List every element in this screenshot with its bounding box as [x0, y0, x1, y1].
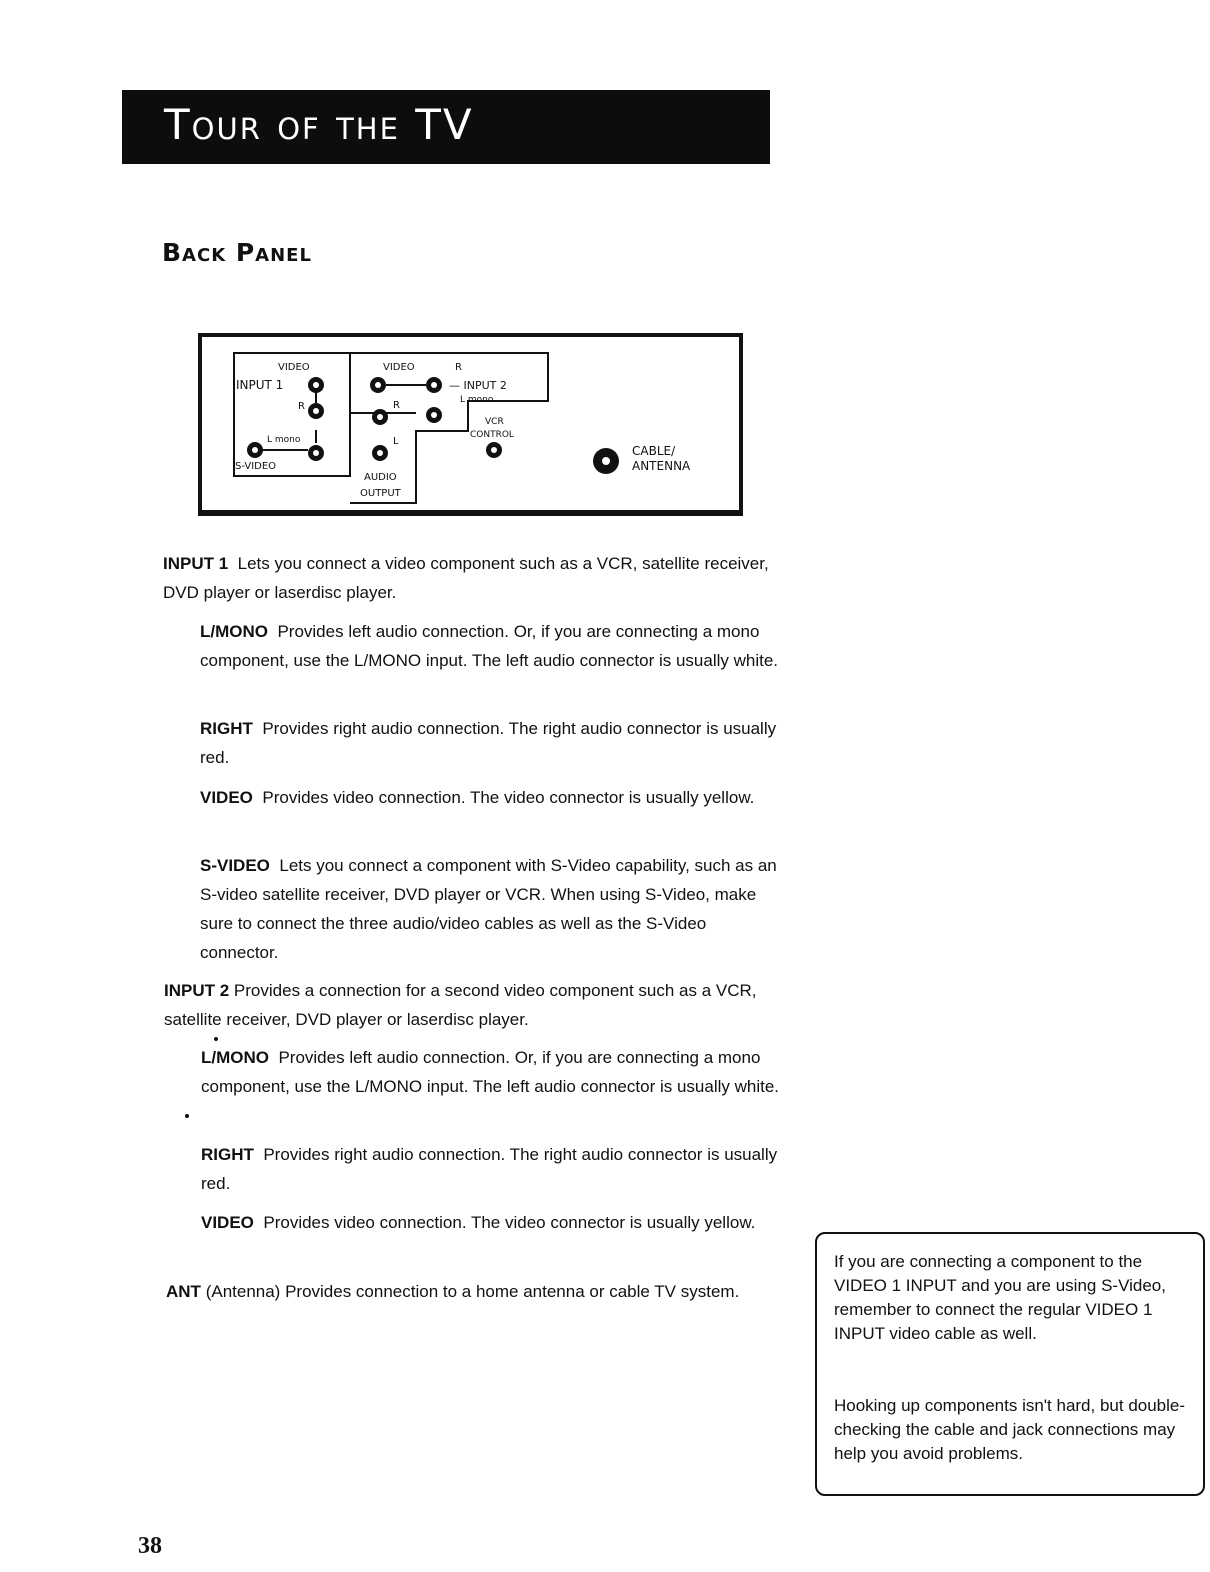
right2-text: Provides right audio connection. The right audio connector is usually red.: [201, 1145, 778, 1193]
right1-term: RIGHT: [200, 719, 253, 738]
input1-term: INPUT 1: [163, 554, 229, 573]
chapter-title: Tour of the TV: [164, 100, 474, 149]
audio-label: AUDIO: [364, 472, 397, 483]
audio-out-r-label: R: [393, 400, 400, 411]
input1-text: Lets you connect a video component such as a VCR, satellite receiver, DVD player or laserdisc player.: [163, 554, 769, 602]
input1-lmono-label: L mono: [267, 435, 301, 445]
lmono2-term: L/MONO: [201, 1048, 269, 1067]
ant-term: ANT: [166, 1282, 201, 1301]
chapter-header-bar: [122, 90, 770, 164]
right2-term: RIGHT: [201, 1145, 254, 1164]
input2-description: [164, 976, 784, 1034]
back-panel-diagram: [198, 333, 743, 516]
right1-description: [200, 714, 780, 772]
svideo-description: [200, 851, 780, 967]
video1-description: [200, 783, 780, 812]
svideo-text: Lets you connect a component with S-Video capability, such as an S-video satellite receiver, DVD player or VCR. When using S-Video, make sure to connect the three audio/video cables as well as the S-Video connector.: [200, 856, 777, 962]
input2-term: INPUT 2: [164, 981, 230, 1000]
video2-term: VIDEO: [201, 1213, 254, 1232]
tip-box: [815, 1232, 1205, 1496]
input2-r-label: R: [455, 362, 462, 373]
scan-speck: [214, 1037, 218, 1041]
tip-svideo: If you are connecting a component to the VIDEO 1 INPUT and you are using S-Video, remember to connect the regular VIDEO 1 INPUT video cable as well.: [834, 1252, 1166, 1343]
ant-description: [166, 1277, 766, 1306]
svideo-term: S-VIDEO: [200, 856, 270, 875]
right1-text: Provides right audio connection. The right audio connector is usually red.: [200, 719, 777, 767]
input1-label: INPUT 1: [236, 378, 284, 392]
vcr-label: VCR: [485, 417, 504, 427]
video2-description: [201, 1208, 781, 1237]
output-label: OUTPUT: [360, 488, 401, 499]
lmono1-text: Provides left audio connection. Or, if you are connecting a mono component, use the L/MONO input. The left audio connector is usually white.: [200, 622, 778, 670]
ant-text: (Antenna) Provides connection to a home antenna or cable TV system.: [205, 1282, 740, 1301]
input2-video-label: VIDEO: [383, 362, 415, 373]
video2-text: Provides video connection. The video connector is usually yellow.: [263, 1213, 756, 1232]
scan-speck: [185, 1114, 189, 1118]
input1-video-label: VIDEO: [278, 362, 310, 373]
input1-r-label: R: [298, 401, 305, 412]
video1-term: VIDEO: [200, 788, 253, 807]
lmono2-description: [201, 1043, 781, 1101]
tip-double-check: Hooking up components isn't hard, but double-checking the cable and jack connections may help you avoid problems.: [834, 1396, 1186, 1463]
input2-lmono-label: L mono: [460, 395, 494, 405]
lmono1-term: L/MONO: [200, 622, 268, 641]
audio-out-l-label: L: [393, 436, 399, 447]
panel-base: [200, 510, 741, 515]
cable-label: CABLE/: [632, 444, 676, 458]
right2-description: [201, 1140, 781, 1198]
video1-text: Provides video connection. The video connector is usually yellow.: [262, 788, 755, 807]
svideo-label: S-VIDEO: [235, 461, 277, 472]
section-title: Back Panel: [162, 238, 312, 267]
input2-text: Provides a connection for a second video component such as a VCR, satellite receiver, DVD player or laserdisc player.: [164, 981, 757, 1029]
input2-label: — INPUT 2: [449, 379, 507, 392]
lmono2-text: Provides left audio connection. Or, if you are connecting a mono component, use the L/MONO input. The left audio connector is usually white.: [201, 1048, 779, 1096]
input1-description: [163, 549, 783, 607]
page-number: 38: [138, 1533, 162, 1559]
lmono1-description: [200, 617, 780, 675]
antenna-label: ANTENNA: [632, 459, 691, 473]
control-label: CONTROL: [470, 430, 514, 440]
